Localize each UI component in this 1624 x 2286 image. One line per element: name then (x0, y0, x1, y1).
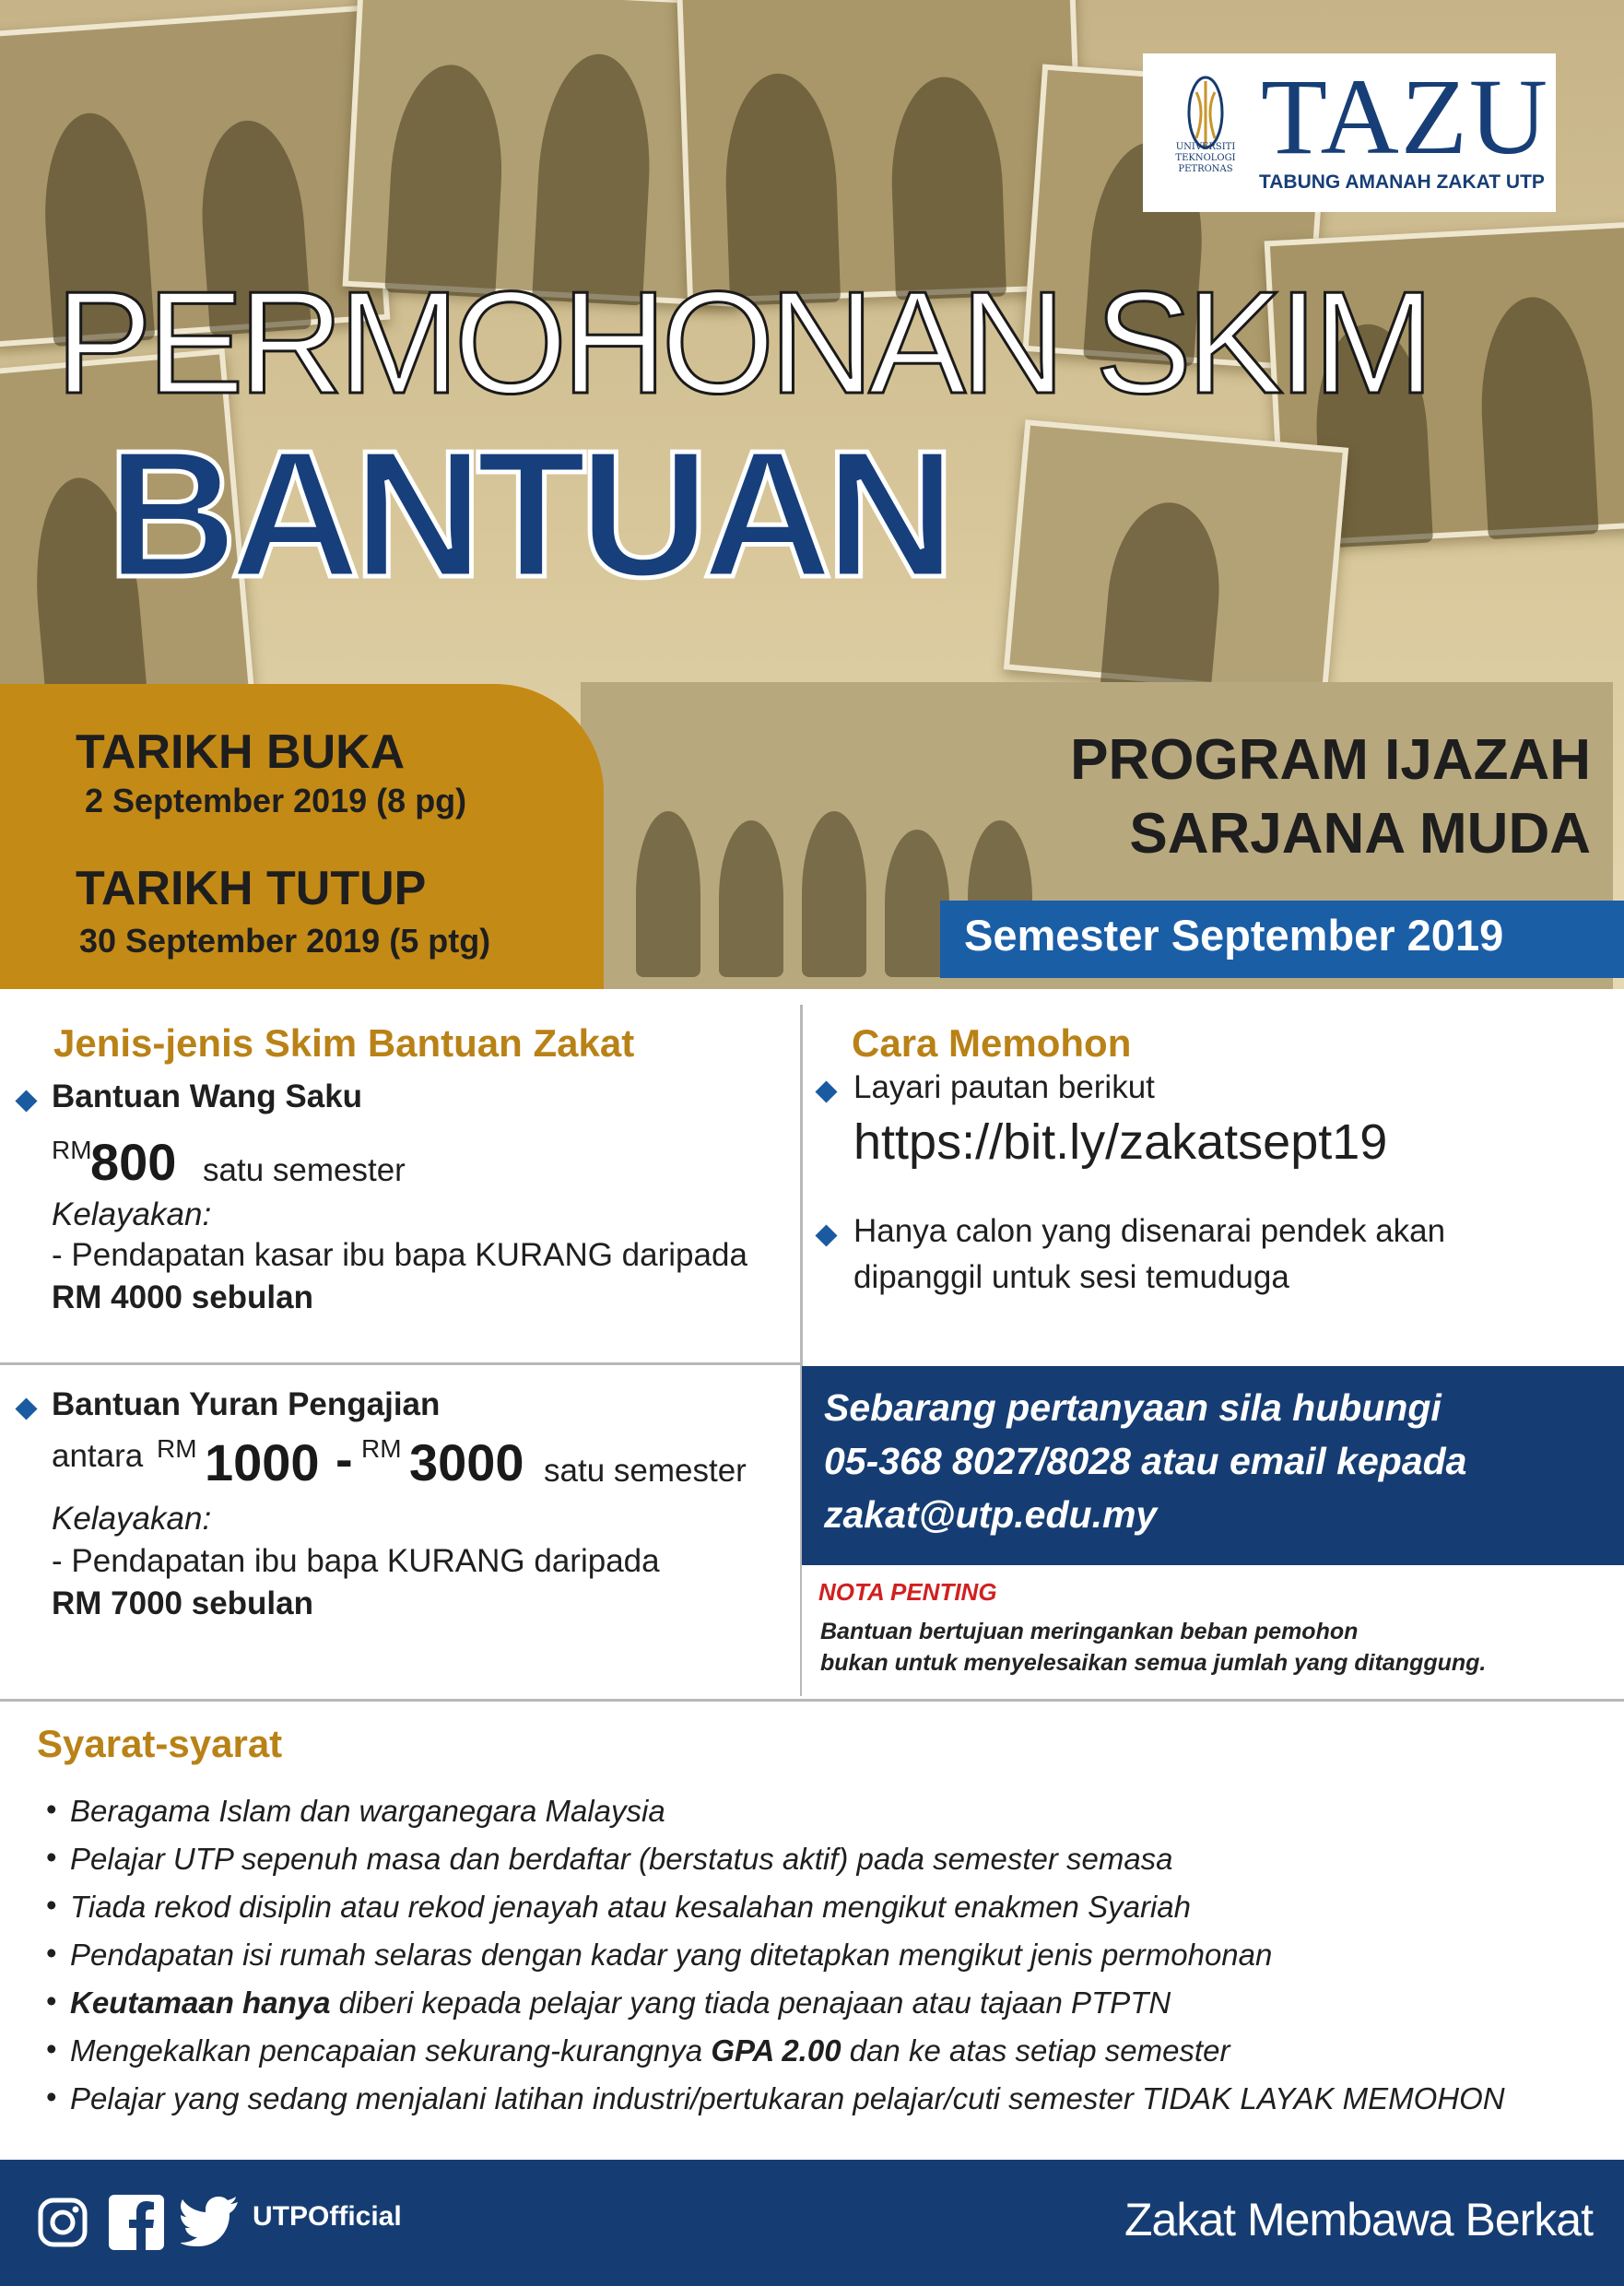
open-date-value: 2 September 2019 (8 pg) (85, 782, 467, 819)
footer-slogan: Zakat Membawa Berkat (1124, 2194, 1593, 2245)
semester-bar (940, 901, 1624, 978)
dates-panel (0, 684, 604, 989)
priority-bold: Keutamaan hanya (70, 1986, 331, 2020)
collage-photo (677, 0, 1086, 303)
program-line2: SARJANA MUDA (1129, 802, 1591, 866)
note-line2: bukan untuk menyelesaikan semua jumlah yang ditanggung. (820, 1650, 1487, 1676)
semester-label: Semester September 2019 (964, 911, 1504, 960)
requirement-item: • Pelajar UTP sepenuh masa dan berdaftar (berstatus aktif) pada semester semasa (70, 1842, 1173, 1877)
close-date-label: TARIKH TUTUP (76, 862, 427, 915)
pocket-eligibility-limit: RM 4000 sebulan (52, 1279, 313, 1315)
instagram-icon[interactable] (37, 2197, 88, 2248)
apply-title: Cara Memohon (852, 1021, 1132, 1065)
logo-acronym: TAZU (1261, 56, 1550, 177)
twitter-icon[interactable] (181, 2197, 238, 2246)
fees-prefix: antara (52, 1438, 144, 1474)
note-title: NOTA PENTING (818, 1578, 997, 1606)
fees-scheme-name: Bantuan Yuran Pengajian (52, 1386, 441, 1422)
fees-currency-1: RM (157, 1434, 197, 1463)
requirement-item (70, 1986, 1171, 2021)
requirement-item: • Tiada rekod disiplin atau rekod jenayah atau kesalahan mengikut enakmen Syariah (70, 1890, 1191, 1925)
gpa-lead: Mengekalkan pencapaian sekurang-kurangnya (70, 2033, 703, 2068)
priority-rest: diberi kepada pelajar yang tiada penajaan atau tajaan PTPTN (330, 1986, 1171, 2020)
diamond-bullet-icon (15, 1397, 37, 1420)
footer (0, 2160, 1624, 2286)
fees-period: satu semester (544, 1453, 747, 1489)
requirement-item: • Pendapatan isi rumah selaras dengan kadar yang ditetapkan mengikut jenis permohonan (70, 1938, 1272, 1973)
logo-university-name: UNIVERSITI TEKNOLOGI PETRONAS (1175, 142, 1236, 174)
pocket-amount: 800 (90, 1133, 177, 1191)
gpa-rest: dan ke atas setiap semester (841, 2033, 1230, 2068)
requirement-item (70, 2033, 1230, 2068)
section-divider (0, 1699, 1624, 1702)
diamond-bullet-icon (15, 1090, 37, 1112)
contact-panel (802, 1366, 1624, 1565)
pocket-currency: RM (52, 1136, 92, 1164)
row-divider (0, 1362, 802, 1365)
fees-eligibility-text: - Pendapatan ibu bapa KURANG daripada (52, 1543, 660, 1579)
fees-eligibility-limit: RM 7000 sebulan (52, 1585, 313, 1621)
fees-eligibility-label: Kelayakan: (52, 1501, 212, 1537)
social-handle[interactable]: UTPOfficial (253, 2201, 402, 2232)
diamond-bullet-icon (815, 1224, 837, 1246)
pocket-eligibility-label: Kelayakan: (52, 1196, 212, 1232)
close-date-value: 30 September 2019 (5 ptg) (79, 922, 491, 960)
hero-banner (0, 0, 1624, 989)
facebook-icon[interactable] (109, 2195, 164, 2250)
apply-step1: Layari pautan berikut (853, 1069, 1155, 1105)
pocket-period: satu semester (203, 1152, 406, 1188)
requirement-item: • Beragama Islam dan warganegara Malaysia (70, 1794, 665, 1829)
fees-dash: - (335, 1430, 353, 1488)
logo-subtitle: TABUNG AMANAH ZAKAT UTP (1259, 171, 1545, 193)
apply-step2-line2: dipanggil untuk sesi temuduga (853, 1259, 1289, 1295)
diamond-bullet-icon (815, 1080, 837, 1102)
gpa-bold: GPA 2.00 (711, 2033, 841, 2068)
pocket-scheme-name: Bantuan Wang Saku (52, 1078, 363, 1114)
headline-line2: BANTUAN (107, 413, 948, 615)
headline-line1: PERMOHONAN SKIM (55, 262, 1430, 424)
apply-step2-line1: Hanya calon yang disenarai pendek akan (853, 1213, 1446, 1249)
open-date-label: TARIKH BUKA (76, 725, 406, 779)
fees-amount-1: 1000 (205, 1433, 320, 1491)
contact-line1: Sebarang pertanyaan sila hubungi (824, 1386, 1442, 1429)
note-line1: Bantuan bertujuan meringankan beban pemohon (820, 1619, 1359, 1644)
tazu-logo (1143, 53, 1556, 212)
apply-link[interactable]: https://bit.ly/zakatsept19 (853, 1114, 1388, 1170)
important-note (802, 1565, 1624, 1696)
collage-photo (1004, 419, 1348, 698)
fees-currency-2: RM (361, 1434, 402, 1463)
program-line1: PROGRAM IJAZAH (1070, 728, 1591, 792)
contact-email[interactable]: zakat@utp.edu.my (824, 1493, 1158, 1536)
fees-amount-2: 3000 (409, 1433, 524, 1491)
pocket-eligibility-text: - Pendapatan kasar ibu bapa KURANG daripada (52, 1237, 747, 1273)
contact-line2: 05-368 8027/8028 atau email kepada (824, 1440, 1467, 1482)
requirements-title: Syarat-syarat (37, 1722, 283, 1765)
schemes-title: Jenis-jenis Skim Bantuan Zakat (53, 1021, 635, 1065)
requirement-item: • Pelajar yang sedang menjalani latihan industri/pertukaran pelajar/cuti semester TIDAK LAYAK MEMOHON (70, 2081, 1505, 2116)
